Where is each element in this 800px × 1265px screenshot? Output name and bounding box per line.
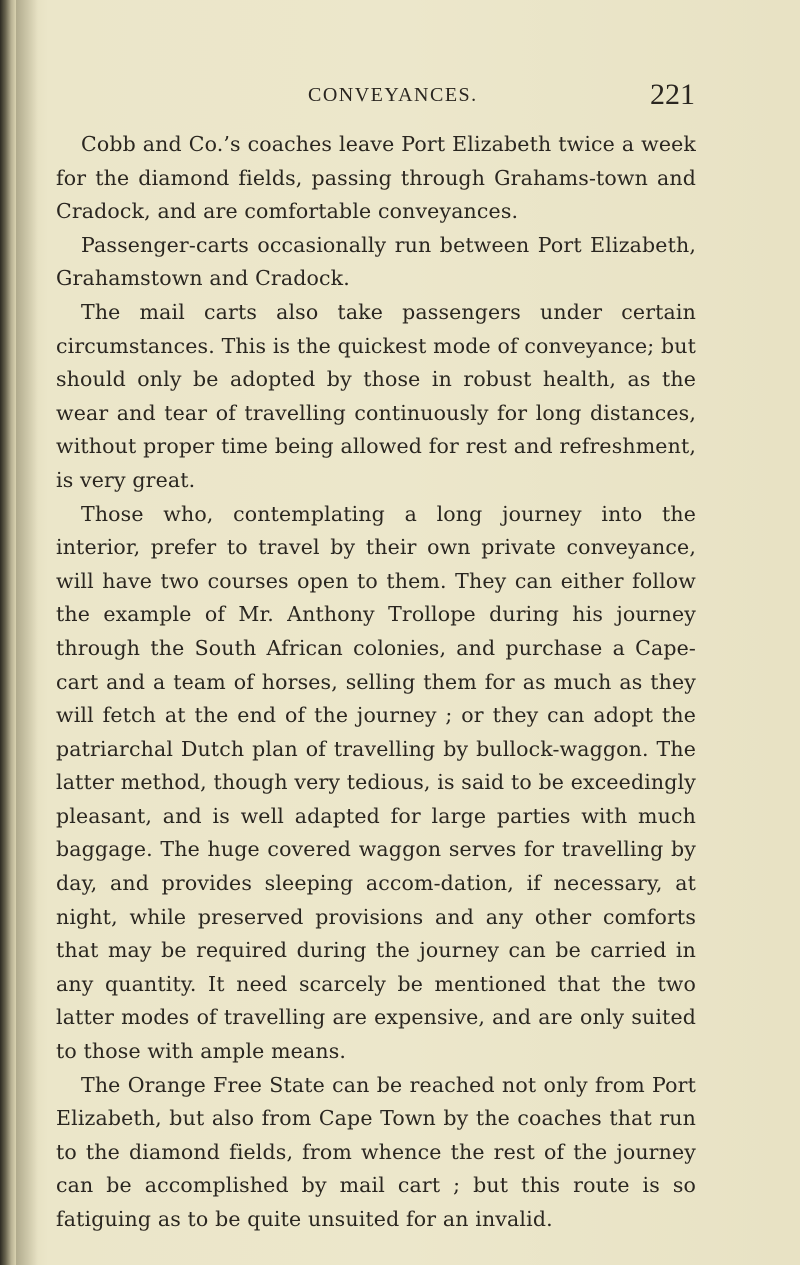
- paragraph-private-conveyance: Those who, contemplating a long journey into the interior, prefer to travel by their own private conveyance, will have two courses open to them. They can either follow the example of Mr. Anthony Trollope during his journey through the South African colonies, and purchase a Cape-cart and a team of horses, selling them for as much as they will fetch at the end of the journey ; or they can adopt the patriarchal Dutch plan of travelling by bullock-waggon. The latter method, though very tedious, is said to be exceedingly pleasant, and is well adapted for large parties with much baggage. The huge covered waggon serves for travelling by day, and provides sleeping accom-dation, if necessary, at night, while preserved provisions and any other comforts that may be required during the journey can be carried in any quantity. It need scarcely be mentioned that the two latter modes of travelling are expensive, and are only suited to those with ample means.: [56, 501, 696, 1064]
- paragraph-passenger-carts: Passenger-carts occasionally run between Port Elizabeth, Grahamstown and Cradock.: [56, 232, 696, 291]
- body-text: [56, 128, 696, 1237]
- paragraph-mail-carts: The mail carts also take passengers under certain circumstances. This is the quickest mode of conveyance; but should only be adopted by those in robust health, as the wear and tear of travelling continuously for long distances, without proper time being allowed for rest and refreshment, is very great.: [56, 299, 696, 492]
- paragraph-coaches: Cobb and Co.’s coaches leave Port Elizabeth twice a week for the diamond fields, passing through Grahams-town and Cradock, and are comfortable conveyances.: [56, 132, 696, 224]
- page-header: [60, 80, 695, 120]
- book-binding-edge: [0, 0, 16, 1265]
- binding-shadow: [16, 0, 38, 1265]
- page-number: 221: [650, 78, 695, 111]
- running-title: CONVEYANCES.: [308, 84, 478, 106]
- paragraph-orange-free-state: The Orange Free State can be reached not only from Port Elizabeth, but also from Cape Town by the coaches that run to the diamond fields, from whence the rest of the journey can be accomplished by mail cart ; but this route is so fatiguing as to be quite unsuited for an invalid.: [56, 1072, 696, 1231]
